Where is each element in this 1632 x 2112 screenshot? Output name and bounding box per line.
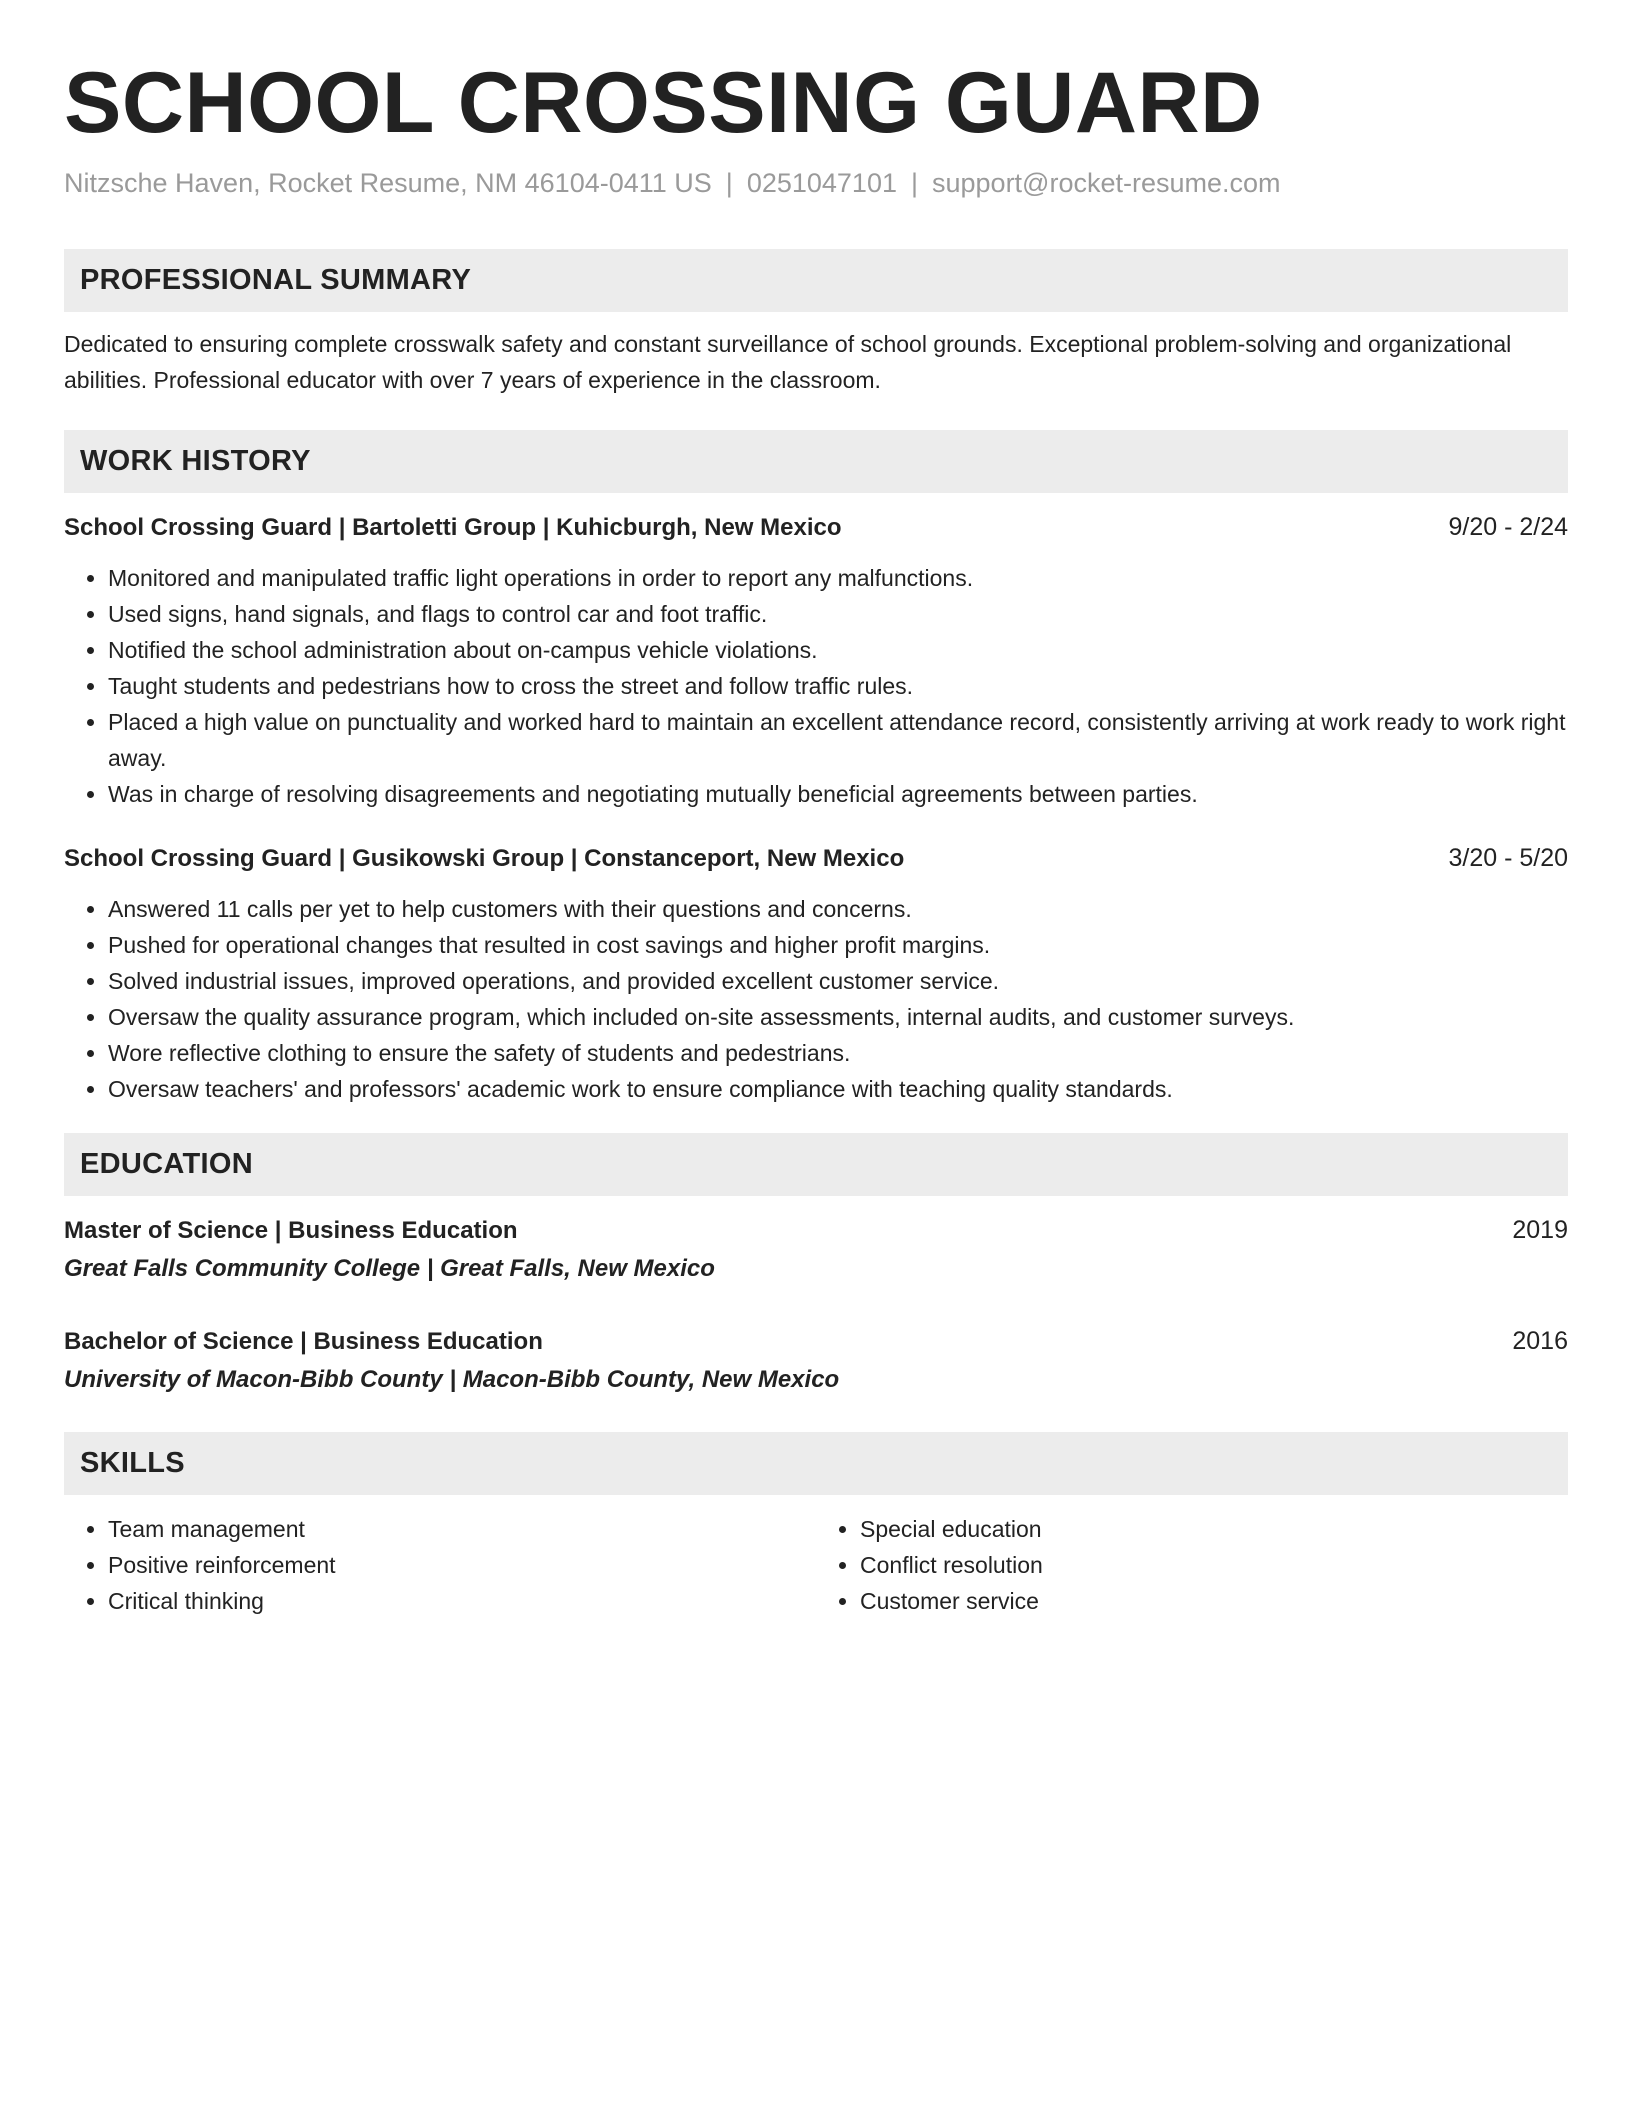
job-title: School Crossing Guard | Gusikowski Group | Constanceport, New Mexico	[64, 844, 905, 872]
job-entry	[64, 840, 1568, 1107]
job-entry	[64, 509, 1568, 812]
job-bullet: • Used signs, hand signals, and flags to control car and foot traffic.	[108, 596, 1568, 632]
skills-grid	[64, 1511, 1568, 1619]
skills-list	[64, 1511, 816, 1619]
skills-list	[816, 1511, 1568, 1619]
skills-column-right	[816, 1511, 1568, 1619]
job-header	[64, 509, 1568, 546]
contact-phone: 0251047101	[746, 167, 897, 198]
job-header	[64, 840, 1568, 877]
education-school: University of Macon-Bibb County | Macon-Bibb County, New Mexico	[64, 1365, 840, 1393]
job-dates: 9/20 - 2/24	[1448, 512, 1568, 541]
skill-item: • Conflict resolution	[860, 1547, 1568, 1583]
education-header	[64, 1323, 1568, 1360]
education-header	[64, 1212, 1568, 1249]
education-school: Great Falls Community College | Great Falls, New Mexico	[64, 1254, 715, 1282]
skill-item: • Special education	[860, 1511, 1568, 1547]
skills-column-left	[64, 1511, 816, 1619]
education-year: 2019	[1512, 1215, 1568, 1244]
job-bullet: • Oversaw the quality assurance program, which included on-site assessments, internal audits, and customer surveys.	[108, 999, 1568, 1035]
job-bullet: • Pushed for operational changes that resulted in cost savings and higher profit margins.	[108, 927, 1568, 963]
job-title: School Crossing Guard | Bartoletti Group | Kuhicburgh, New Mexico	[64, 513, 842, 541]
section-heading-work-history: WORK HISTORY	[64, 430, 1568, 493]
contact-email[interactable]: support@rocket-resume.com	[932, 167, 1281, 198]
skill-item: • Customer service	[860, 1583, 1568, 1619]
contact-separator: |	[910, 167, 918, 198]
skill-item: • Team management	[108, 1511, 816, 1547]
job-bullet: • Oversaw teachers' and professors' academic work to ensure compliance with teaching quality standards.	[108, 1071, 1568, 1107]
job-bullet: • Placed a high value on punctuality and worked hard to maintain an excellent attendance record, consistently arriving at work ready to work right away.	[108, 704, 1568, 776]
education-entry	[64, 1212, 1568, 1287]
skill-item: • Critical thinking	[108, 1583, 816, 1619]
job-bullets	[64, 560, 1568, 812]
contact-address: Nitzsche Haven, Rocket Resume, NM 46104-0411 US	[64, 167, 712, 198]
education-year: 2016	[1512, 1326, 1568, 1355]
education-degree: Bachelor of Science | Business Education	[64, 1327, 543, 1355]
section-heading-skills: SKILLS	[64, 1432, 1568, 1495]
job-bullet: • Answered 11 calls per yet to help customers with their questions and concerns.	[108, 891, 1568, 927]
job-bullets	[64, 891, 1568, 1107]
job-bullet: • Notified the school administration about on-campus vehicle violations.	[108, 632, 1568, 668]
contact-line	[64, 167, 1568, 199]
job-dates: 3/20 - 5/20	[1448, 843, 1568, 872]
summary-text: Dedicated to ensuring complete crosswalk safety and constant surveillance of school grounds. Exceptional problem-solving and organizational abilities. Professional educator with over 7 years of experience in the classroom.	[64, 330, 1512, 393]
job-bullet: • Was in charge of resolving disagreements and negotiating mutually beneficial agreements between parties.	[108, 776, 1568, 812]
contact-separator: |	[725, 167, 733, 198]
resume-title: SCHOOL CROSSING GUARD	[64, 55, 1263, 151]
job-bullet: • Monitored and manipulated traffic light operations in order to report any malfunctions.	[108, 560, 1568, 596]
education-entry	[64, 1323, 1568, 1398]
section-heading-education: EDUCATION	[64, 1133, 1568, 1196]
section-heading-summary: PROFESSIONAL SUMMARY	[64, 249, 1568, 312]
skill-item: • Positive reinforcement	[108, 1547, 816, 1583]
job-bullet: • Taught students and pedestrians how to cross the street and follow traffic rules.	[108, 668, 1568, 704]
job-bullet: • Solved industrial issues, improved operations, and provided excellent customer service.	[108, 963, 1568, 999]
education-degree: Master of Science | Business Education	[64, 1216, 518, 1244]
job-bullet: • Wore reflective clothing to ensure the safety of students and pedestrians.	[108, 1035, 1568, 1071]
